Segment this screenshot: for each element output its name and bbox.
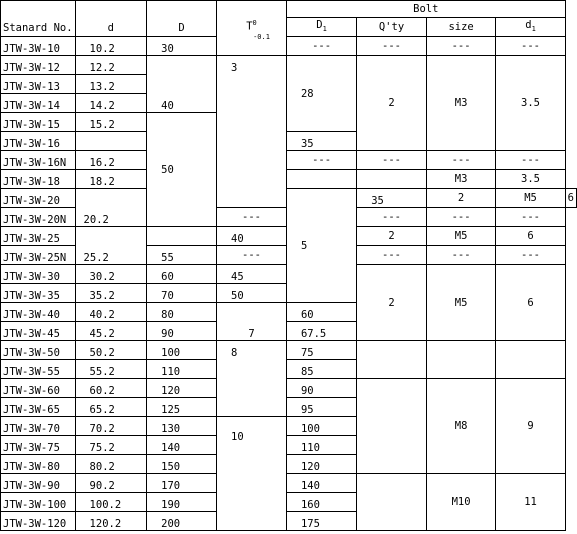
cell-D1: 160 xyxy=(286,493,356,512)
cell-D: 30 xyxy=(147,37,217,56)
cell-qty: 2 xyxy=(426,189,496,208)
cell-D: 40 xyxy=(147,56,217,113)
cell-size: --- xyxy=(426,208,496,227)
cell-D1: --- xyxy=(286,37,356,56)
cell-d: 120.2 xyxy=(75,512,147,531)
cell-D1: 50 xyxy=(217,284,287,303)
header-d1: $d_1$ xyxy=(496,18,565,37)
cell-size: --- xyxy=(426,37,496,56)
cell-qty xyxy=(357,341,427,379)
cell-D1: 35 xyxy=(357,189,427,208)
cell-qty: --- xyxy=(357,151,427,170)
cell-d: 55.2 xyxy=(75,360,147,379)
cell-no: JTW-3W-75 xyxy=(1,436,76,455)
cell-T: 8 xyxy=(217,341,287,417)
cell-D1: 45 xyxy=(217,265,287,284)
cell-no: JTW-3W-50 xyxy=(1,341,76,360)
cell-d: 12.2 xyxy=(75,56,147,75)
cell-size: M5 xyxy=(496,189,565,208)
cell-qty xyxy=(357,474,427,531)
cell-no: JTW-3W-13 xyxy=(1,75,76,94)
cell-T: 5 xyxy=(286,189,356,303)
cell-D1: 35 xyxy=(286,132,356,151)
cell-no: JTW-3W-45 xyxy=(1,322,76,341)
cell-d1: --- xyxy=(496,208,565,227)
cell-d: 20.2 xyxy=(75,189,147,227)
cell-no: JTW-3W-20 xyxy=(1,189,76,208)
header-D1: $D_1$ xyxy=(286,18,356,37)
cell-d: 65.2 xyxy=(75,398,147,417)
cell-D1: 40 xyxy=(217,227,287,246)
cell-no: JTW-3W-14 xyxy=(1,94,76,113)
cell-d: 75.2 xyxy=(75,436,147,455)
cell-qty xyxy=(357,170,427,189)
cell-no: JTW-3W-60 xyxy=(1,379,76,398)
cell-D1: --- xyxy=(217,208,287,227)
cell-D: 90 xyxy=(147,322,217,341)
cell-D: 200 xyxy=(147,512,217,531)
cell-no: JTW-3W-25N xyxy=(1,246,76,265)
cell-no: JTW-3W-15 xyxy=(1,113,76,132)
cell-size xyxy=(426,341,496,379)
cell-d1: 6 xyxy=(496,265,565,341)
cell-D1: 110 xyxy=(286,436,356,455)
cell-d1: --- xyxy=(496,246,565,265)
header-T xyxy=(217,1,287,56)
header-qty: Q'ty xyxy=(357,18,427,37)
cell-d: 18.2 xyxy=(75,170,147,189)
cell-d1: 11 xyxy=(496,474,565,531)
header-D: D xyxy=(147,1,217,37)
cell-d: 100.2 xyxy=(75,493,147,512)
cell-qty: --- xyxy=(357,246,427,265)
cell-size: M5 xyxy=(426,265,496,341)
cell-d1: 6 xyxy=(565,189,576,208)
cell-D1: 85 xyxy=(286,360,356,379)
header-size: size xyxy=(426,18,496,37)
cell-D: 120 xyxy=(147,379,217,398)
cell-D: 60 xyxy=(147,265,217,284)
cell-D: 190 xyxy=(147,493,217,512)
cell-no: JTW-3W-35 xyxy=(1,284,76,303)
cell-D: 130 xyxy=(147,417,217,436)
cell-no: JTW-3W-55 xyxy=(1,360,76,379)
cell-d1: --- xyxy=(496,37,565,56)
cell-qty: --- xyxy=(357,208,427,227)
cell-d: 40.2 xyxy=(75,303,147,322)
cell-d: 14.2 xyxy=(75,94,147,113)
cell-d: 60.2 xyxy=(75,379,147,398)
cell-d1: 6 xyxy=(496,227,565,246)
cell-no: JTW-3W-16 xyxy=(1,132,76,151)
cell-d: 10.2 xyxy=(75,37,147,56)
cell-D1: 90 xyxy=(286,379,356,398)
cell-size: M3 xyxy=(426,56,496,151)
cell-no: JTW-3W-80 xyxy=(1,455,76,474)
cell-no: JTW-3W-25 xyxy=(1,227,76,246)
cell-T: 7 xyxy=(217,303,287,341)
cell-D1: 100 xyxy=(286,417,356,436)
cell-d1: 3.5 xyxy=(496,170,565,189)
cell-d xyxy=(75,132,147,151)
cell-d: 80.2 xyxy=(75,455,147,474)
header-T-sup: 0 xyxy=(252,19,257,28)
header-d: d xyxy=(75,1,147,37)
cell-no: JTW-3W-100 xyxy=(1,493,76,512)
cell-no: JTW-3W-16N xyxy=(1,151,76,170)
cell-d: 70.2 xyxy=(75,417,147,436)
cell-qty: 2 xyxy=(357,227,427,246)
cell-size: M3 xyxy=(426,170,496,189)
cell-D xyxy=(147,227,217,246)
cell-no: JTW-3W-30 xyxy=(1,265,76,284)
cell-D1: --- xyxy=(217,246,287,265)
cell-size: --- xyxy=(426,151,496,170)
cell-size: M10 xyxy=(426,474,496,531)
cell-d: 13.2 xyxy=(75,75,147,94)
cell-no: JTW-3W-90 xyxy=(1,474,76,493)
cell-D: 125 xyxy=(147,398,217,417)
cell-D: 140 xyxy=(147,436,217,455)
cell-D1: 140 xyxy=(286,474,356,493)
cell-no: JTW-3W-12 xyxy=(1,56,76,75)
cell-d: 90.2 xyxy=(75,474,147,493)
cell-D1: --- xyxy=(286,151,356,170)
cell-D: 50 xyxy=(147,113,217,227)
cell-no: JTW-3W-10 xyxy=(1,37,76,56)
cell-d: 45.2 xyxy=(75,322,147,341)
header-bolt: Bolt xyxy=(286,1,565,18)
cell-no: JTW-3W-40 xyxy=(1,303,76,322)
cell-D1: 75 xyxy=(286,341,356,360)
cell-d1 xyxy=(496,341,565,379)
cell-d: 50.2 xyxy=(75,341,147,360)
cell-size: M5 xyxy=(426,227,496,246)
cell-D: 170 xyxy=(147,474,217,493)
header-T-sub: -0.1 xyxy=(253,32,270,41)
cell-qty xyxy=(357,379,427,474)
cell-d1: 9 xyxy=(496,379,565,474)
cell-qty: 2 xyxy=(357,56,427,151)
cell-D1: 120 xyxy=(286,455,356,474)
cell-size: M8 xyxy=(426,379,496,474)
cell-D1: 67.5 xyxy=(286,322,356,341)
cell-qty: 2 xyxy=(357,265,427,341)
cell-D: 150 xyxy=(147,455,217,474)
cell-size: --- xyxy=(426,246,496,265)
cell-d: 35.2 xyxy=(75,284,147,303)
cell-D1 xyxy=(286,170,356,189)
cell-D: 55 xyxy=(147,246,217,265)
cell-D: 70 xyxy=(147,284,217,303)
cell-D1: 95 xyxy=(286,398,356,417)
cell-D1: 175 xyxy=(286,512,356,531)
cell-d: 30.2 xyxy=(75,265,147,284)
cell-no: JTW-3W-65 xyxy=(1,398,76,417)
cell-d: 16.2 xyxy=(75,151,147,170)
cell-d1: --- xyxy=(496,151,565,170)
cell-D1: 60 xyxy=(286,303,356,322)
cell-no: JTW-3W-120 xyxy=(1,512,76,531)
cell-D: 110 xyxy=(147,360,217,379)
cell-no: JTW-3W-70 xyxy=(1,417,76,436)
cell-qty: --- xyxy=(357,37,427,56)
cell-T: 10 xyxy=(217,417,287,531)
cell-d1: 3.5 xyxy=(496,56,565,151)
header-T-label: T xyxy=(246,20,253,33)
cell-no: JTW-3W-20N xyxy=(1,208,76,227)
cell-no: JTW-3W-18 xyxy=(1,170,76,189)
header-standard: Stanard No. xyxy=(1,1,76,37)
cell-T: 3 xyxy=(217,56,287,208)
cell-D: 80 xyxy=(147,303,217,322)
cell-D: 100 xyxy=(147,341,217,360)
cell-d: 25.2 xyxy=(75,227,147,265)
cell-d: 15.2 xyxy=(75,113,147,132)
cell-D1: 28 xyxy=(286,56,356,132)
